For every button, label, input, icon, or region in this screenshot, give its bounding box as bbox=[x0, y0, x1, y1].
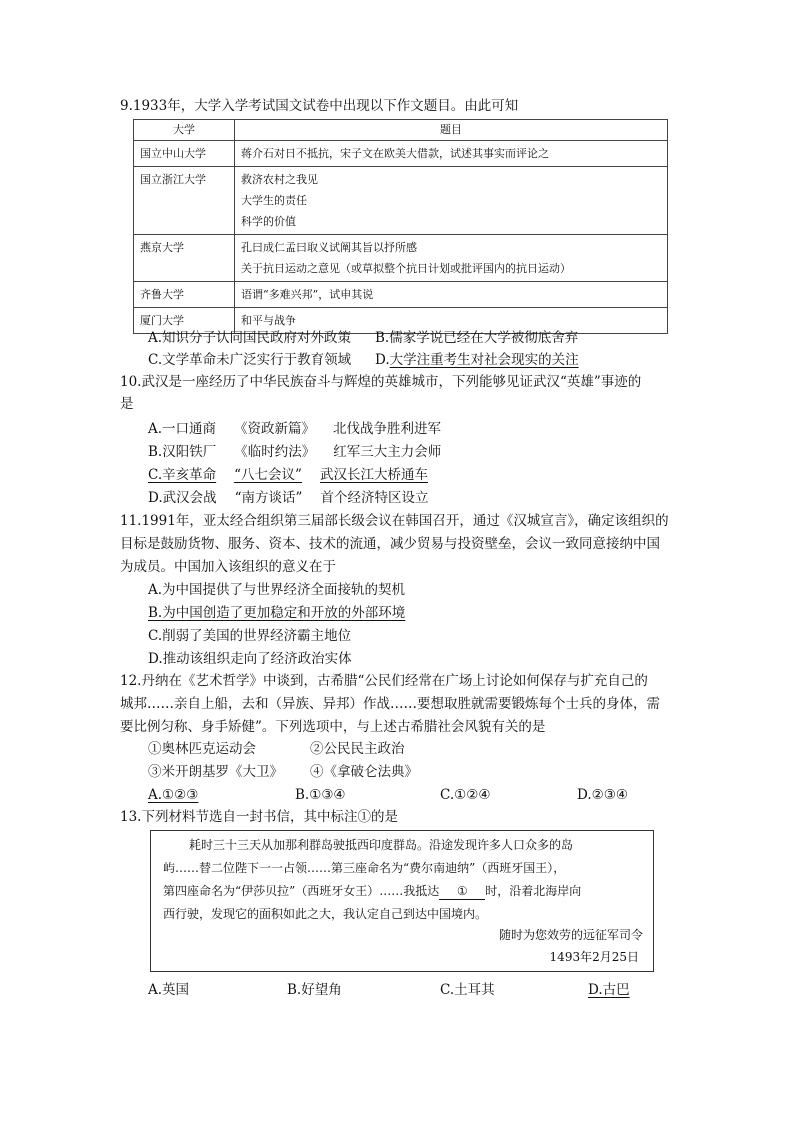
q10-option-a[interactable] bbox=[148, 418, 441, 440]
topic-cell bbox=[235, 141, 668, 167]
q13-stem: 13.下列材料节选自一封书信，其中标注①的是 bbox=[120, 809, 398, 825]
table-row bbox=[134, 235, 668, 282]
topic: 孔曰成仁孟曰取义试阐其旨以抒所感 bbox=[241, 241, 417, 254]
q12-item-2: ②公民民主政治 bbox=[310, 741, 405, 757]
option-item: 《临时约法》 bbox=[234, 444, 316, 460]
q13-option-a[interactable]: A.英国 bbox=[148, 982, 190, 998]
q12-option-c[interactable]: C.①②④ bbox=[440, 787, 491, 803]
q9-stem: 9.1933年，大学入学考试国文试卷中出现以下作文题目。由此可知 bbox=[120, 98, 519, 114]
university-cell: 厦门大学 bbox=[134, 308, 235, 334]
letter-line: 屿……替二位陛下一一占领……第三座命名为“费尔南迪纳”（西班牙国王）， bbox=[163, 861, 566, 875]
letter-excerpt-box bbox=[150, 830, 654, 972]
option-item: 武汉长江大桥通车 bbox=[319, 467, 428, 483]
table-row bbox=[134, 167, 668, 235]
header-topic: 题目 bbox=[235, 120, 668, 141]
option-label: C.辛亥革命 bbox=[148, 467, 217, 483]
q9-option-d[interactable] bbox=[375, 349, 579, 371]
q10-stem-line2: 是 bbox=[120, 396, 134, 412]
q11-option-d[interactable]: D.推动该组织走向了经济政治实体 bbox=[148, 651, 352, 667]
q12-option-a[interactable]: A.①②③ bbox=[148, 787, 199, 803]
q13-option-d[interactable]: D.古巴 bbox=[588, 982, 630, 998]
q11-option-a[interactable]: A.为中国提供了与世界经济全面接轨的契机 bbox=[148, 582, 406, 598]
topic: 和平与战争 bbox=[241, 314, 296, 327]
answer-underline: 大学注重考生对社会现实的关注 bbox=[389, 352, 579, 368]
option-item: 北伐战争胜利进军 bbox=[333, 421, 442, 437]
q13-option-b[interactable]: B.好望角 bbox=[287, 982, 342, 998]
option-item: “八七会议” bbox=[234, 467, 302, 483]
q10-stem-line1: 10.武汉是一座经历了中华民族奋斗与辉煌的英雄城市，下列能够见证武汉“英雄”事迹的 bbox=[120, 374, 642, 390]
table-header-row bbox=[134, 120, 668, 141]
topic: 关于抗日运动之意见（或草拟整个抗日计划或批评国内的抗日运动） bbox=[241, 262, 571, 275]
q11-stem-line1: 11.1991年，亚太经合组织第三届部长级会议在韩国召开，通过《汉城宣言》，确定该组织的 bbox=[120, 513, 669, 529]
table-row bbox=[134, 282, 668, 308]
university-cell: 国立浙江大学 bbox=[134, 167, 235, 235]
q9-option-c[interactable]: C.文学革命未广泛实行于教育领域 bbox=[148, 352, 352, 368]
q9-option-b[interactable]: B.儒家学说已经在大学被彻底舍弃 bbox=[375, 330, 579, 346]
q12-option-b[interactable]: B.①③④ bbox=[295, 787, 346, 803]
header-university: 大学 bbox=[134, 120, 235, 141]
q11-stem-line3: 为成员。中国加入该组织的意义在于 bbox=[120, 559, 336, 575]
option-label: D. bbox=[375, 352, 390, 368]
q12-item-1: ①奥林匹克运动会 bbox=[148, 741, 256, 757]
q10-option-b[interactable] bbox=[148, 441, 441, 463]
letter-text: 第四座命名为“伊莎贝拉”（西班牙女王）……我抵达 bbox=[163, 884, 440, 898]
q11-stem-line2: 目标是鼓励货物、服务、资本、技术的流通，减少贸易与投资壁垒，会议一致同意接纳中国 bbox=[120, 536, 660, 552]
topic: 救济农村之我见 bbox=[241, 173, 318, 186]
q11-option-c[interactable]: C.削弱了美国的世界经济霸主地位 bbox=[148, 628, 352, 644]
topic: 科学的价值 bbox=[241, 215, 296, 228]
q9-table bbox=[133, 119, 668, 334]
q12-option-d[interactable]: D.②③④ bbox=[577, 787, 628, 803]
letter-text: 时，沿着北海岸向 bbox=[485, 884, 582, 898]
topic: 大学生的责任 bbox=[241, 194, 307, 207]
topic-cell bbox=[235, 167, 668, 235]
q13-option-c[interactable]: C.土耳其 bbox=[440, 982, 495, 998]
q12-stem-line2: 城邦……亲自上船，去和（异族、异邦）作战……要想取胜就需要锻炼每个士兵的身体，需 bbox=[120, 696, 660, 712]
letter-line: 耗时三十三天从加那利群岛驶抵西印度群岛。沿途发现许多人口众多的岛 bbox=[189, 838, 574, 852]
option-label: B.汉阳铁厂 bbox=[148, 444, 217, 460]
q9-option-a[interactable]: A.知识分子认同国民政府对外政策 bbox=[148, 330, 352, 346]
topic: 语谓“多难兴邦”，试申其说 bbox=[241, 288, 374, 301]
option-label: D.武汉会战 bbox=[148, 490, 217, 506]
topic: 蒋介石对日不抵抗，宋子文在欧美大借款，试述其事实而评论之 bbox=[241, 147, 549, 160]
university-cell: 燕京大学 bbox=[134, 235, 235, 282]
option-item: “南方谈话” bbox=[234, 490, 303, 506]
topic-cell bbox=[235, 282, 668, 308]
q12-item-4: ④《拿破仑法典》 bbox=[310, 764, 418, 780]
q11-option-b[interactable]: B.为中国创造了更加稳定和开放的外部环境 bbox=[148, 605, 406, 621]
q12-item-3: ③米开朗基罗《大卫》 bbox=[148, 764, 283, 780]
university-cell: 齐鲁大学 bbox=[134, 282, 235, 308]
table-row bbox=[134, 141, 668, 167]
option-item: 《资政新篇》 bbox=[234, 421, 316, 437]
q12-stem-line3: 要比例匀称、身手矫健”。下列选项中，与上述古希腊社会风貌有关的是 bbox=[120, 719, 546, 735]
option-item: 首个经济特区设立 bbox=[320, 490, 429, 506]
university-cell: 国立中山大学 bbox=[134, 141, 235, 167]
letter-signature: 随时为您效劳的远征军司令 bbox=[498, 928, 643, 942]
q10-option-d[interactable] bbox=[148, 487, 428, 509]
topic-cell bbox=[235, 235, 668, 282]
option-item: 红军三大主力会师 bbox=[333, 444, 442, 460]
q12-stem-line1: 12.丹纳在《艺术哲学》中谈到，古希腊“公民们经常在广场上讨论如何保存与扩充自己的 bbox=[120, 673, 648, 689]
letter-line bbox=[163, 881, 581, 901]
letter-date: 1493年2月25日 bbox=[549, 950, 639, 964]
letter-blank: ① bbox=[439, 883, 485, 900]
q10-option-c[interactable] bbox=[148, 464, 428, 486]
option-label: A.一口通商 bbox=[148, 421, 217, 437]
letter-line: 西行驶，发现它的面积如此之大，我认定自己到达中国境内。 bbox=[163, 907, 488, 921]
